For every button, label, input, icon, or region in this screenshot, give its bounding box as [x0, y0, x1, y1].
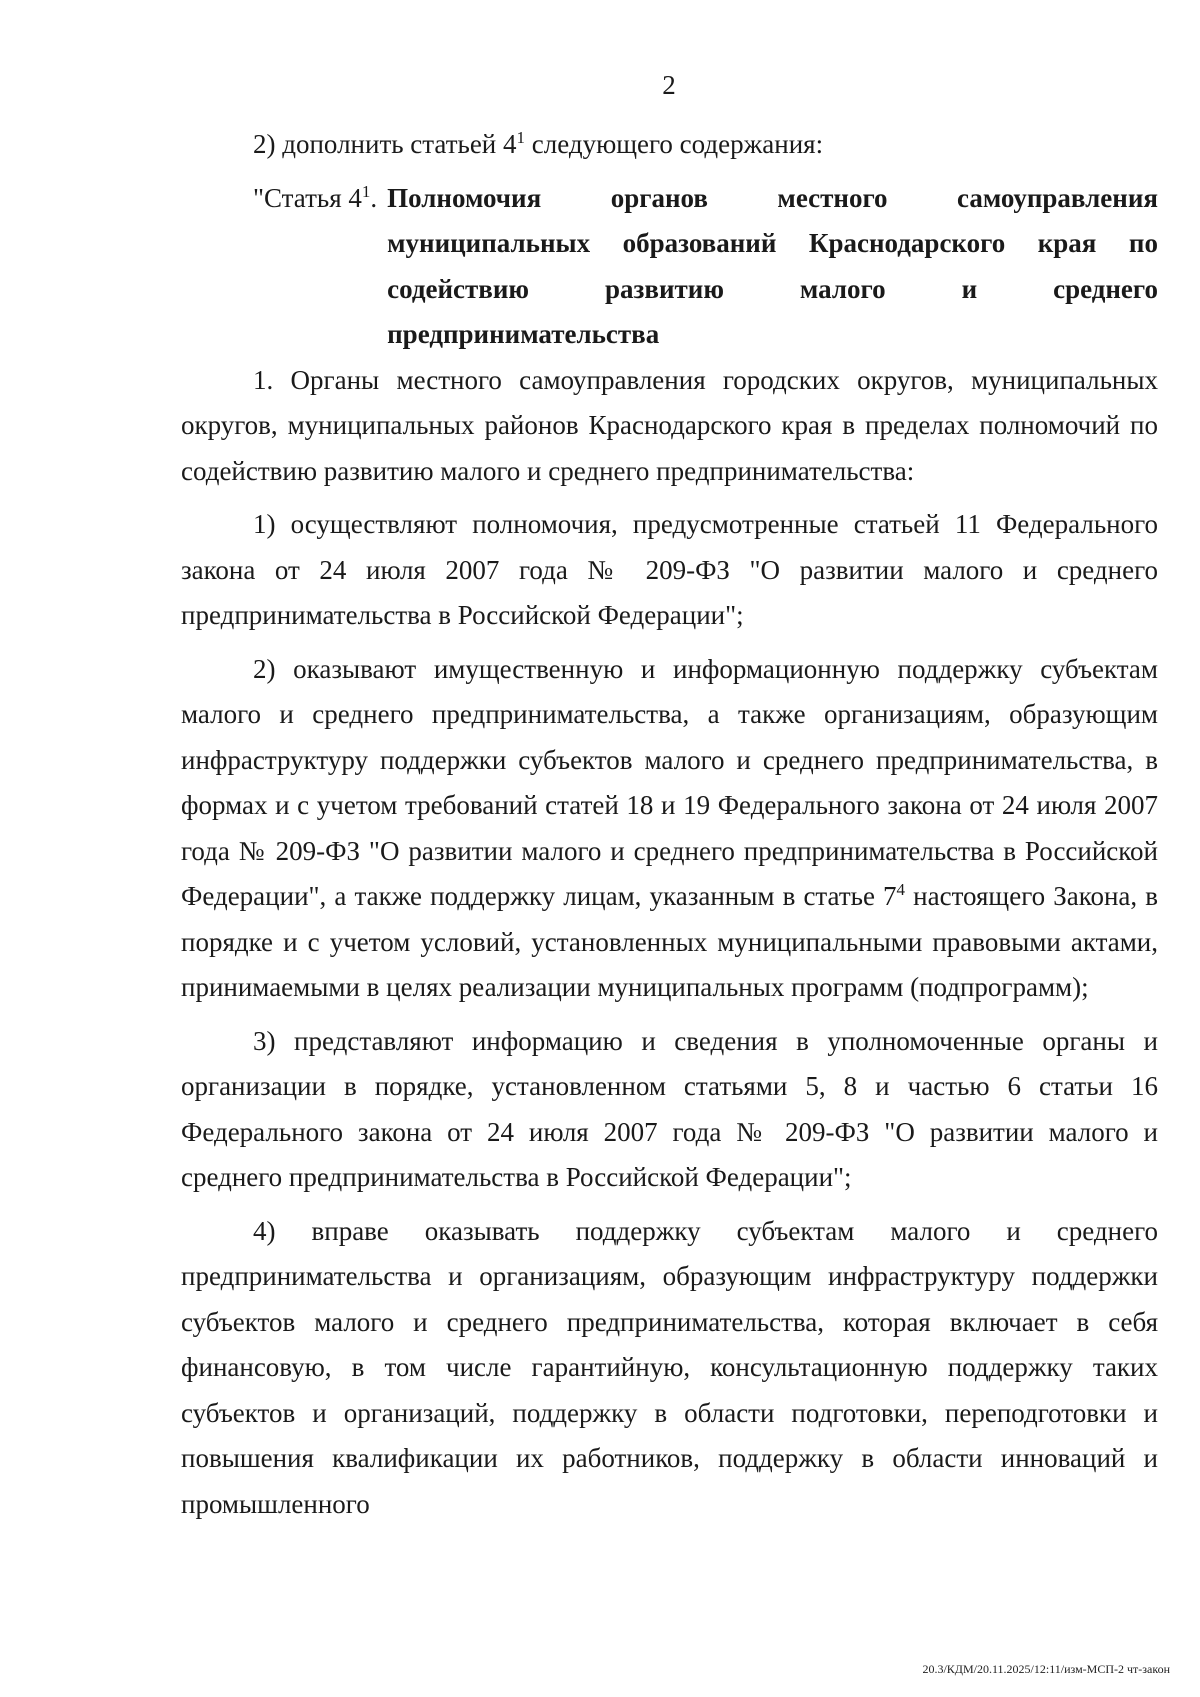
paragraph-item-1: 1) осуществляют полномочия, предусмотренные статьей 11 Федерального закона от 24 июля 2007 года № 209-ФЗ "О развитии малого и среднего предпринимательства в Российской Федерации";: [181, 509, 1158, 630]
amendment-intro: 2) дополнить статьей $4^1$ следующего содержания:: [253, 128, 824, 159]
paragraph-item-3: 3) представляют информацию и сведения в уполномоченные органы и организации в порядке, установленном статьями 5, 8 и частью 6 статьи 16 Федерального закона от 24 июля 2007 года № 209-ФЗ "О развитии малого и среднего предпринимательства в Российской Федерации";: [181, 1025, 1158, 1192]
article-label: "Статья $4^1$.: [253, 181, 378, 213]
paragraph-item-2: 2) оказывают имущественную и информационную поддержку субъектам малого и среднего предпринимательства, а также организациям, образующим инфраструктуру поддержки субъектов малого и среднего предпринимательства, в формах и с учетом требований статей 18 и 19 Федерального закона от 24 июля 2007 года № 209-ФЗ "О развитии малого и среднего предпринимательства в Российской Федерации", а также поддержку лицам, указанным в статье $7^4$ настоящего Закона, в порядке и с учетом условий, установленных муниципальными правовыми актами, принимаемыми в целях реализации муниципальных программ (подпрограмм);: [181, 653, 1158, 1002]
article-heading: [181, 176, 1158, 358]
document-footer-code: 20.3/КДМ/20.11.2025/12:11/изм-МСП-2 чт-закон: [922, 1662, 1170, 1676]
paragraph-item-4: 4) вправе оказывать поддержку субъектам малого и среднего предпринимательства и организациям, образующим инфраструктуру поддержки субъектов малого и среднего предпринимательства, которая включает в себя финансовую, в том числе гарантийную, консультационную поддержку таких субъектов и организаций, поддержку в области подготовки, переподготовки и повышения квалификации их работников, поддержку в области инноваций и промышленного: [181, 1215, 1158, 1519]
article-title: Полномочия органов местного самоуправления муниципальных образований Краснодарского края по содействию развитию малого и среднего предпринимательства: [387, 182, 1158, 349]
document-body: [181, 122, 1158, 1527]
page-number: 2: [662, 70, 676, 100]
paragraph-1: 1. Органы местного самоуправления городских округов, муниципальных округов, муниципальных районов Краснодарского края в пределах полномочий по содействию развитию малого и среднего предпринимательства:: [181, 364, 1158, 486]
